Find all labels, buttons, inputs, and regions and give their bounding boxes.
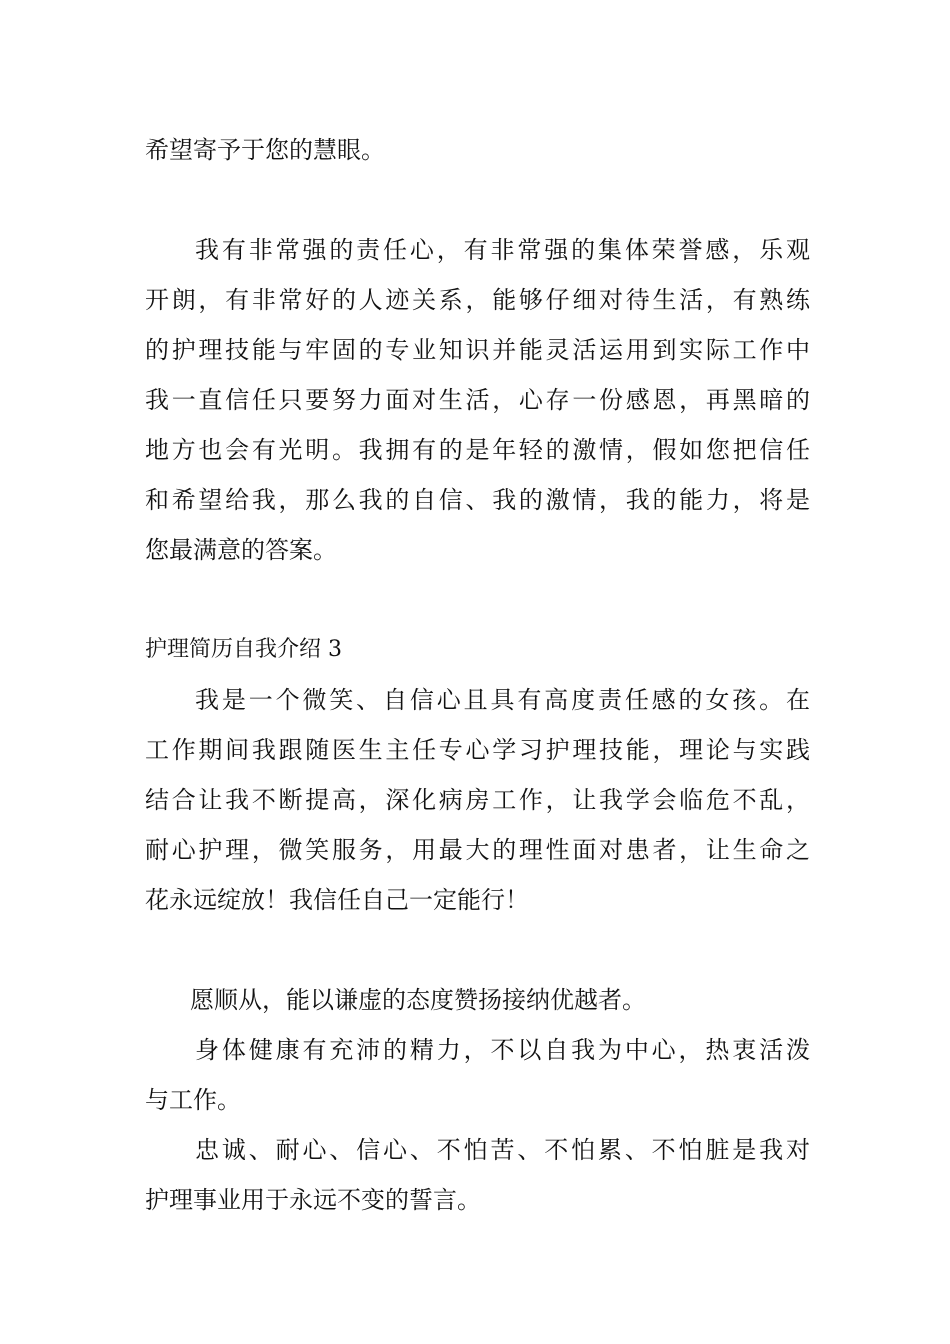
paragraph-line: 忠诚、耐心、信心、不怕苦、不怕累、不怕脏是我对 <box>195 1136 810 1164</box>
paragraph-line: 结合让我不断提高，深化病房工作，让我学会临危不乱， <box>145 786 810 814</box>
paragraph-line: 和希望给我，那么我的自信、我的激情，我的能力，将是 <box>145 486 810 514</box>
paragraph-line: 我一直信任只要努力面对生活，心存一份感恩，再黑暗的 <box>145 386 810 414</box>
intro-line: 希望寄予于您的慧眼。 <box>145 136 385 164</box>
paragraph-line: 地方也会有光明。我拥有的是年轻的激情，假如您把信任 <box>145 436 810 464</box>
paragraph-line: 花永远绽放！我信任自己一定能行！ <box>145 886 529 914</box>
paragraph-line: 您最满意的答案。 <box>145 536 337 564</box>
paragraph-line: 的护理技能与牢固的专业知识并能灵活运用到实际工作中 <box>145 336 810 364</box>
paragraph-line: 耐心护理，微笑服务，用最大的理性面对患者，让生命之 <box>145 836 810 864</box>
paragraph-line: 我是一个微笑、自信心且具有高度责任感的女孩。在 <box>195 686 810 714</box>
paragraph-line: 开朗，有非常好的人迹关系，能够仔细对待生活，有熟练 <box>145 286 810 314</box>
paragraph-line: 护理事业用于永远不变的誓言。 <box>145 1186 481 1214</box>
paragraph-line: 身体健康有充沛的精力，不以自我为中心，热衷活泼 <box>195 1036 810 1064</box>
paragraph-line: 我有非常强的责任心，有非常强的集体荣誉感，乐观 <box>195 236 810 264</box>
paragraph-line: 工作期间我跟随医生主任专心学习护理技能，理论与实践 <box>145 736 810 764</box>
section-heading: 护理简历自我介绍 3 <box>145 637 342 662</box>
paragraph-line: 愿顺从，能以谦虚的态度赞扬接纳优越者。 <box>190 986 646 1014</box>
paragraph-line: 与工作。 <box>145 1086 241 1114</box>
